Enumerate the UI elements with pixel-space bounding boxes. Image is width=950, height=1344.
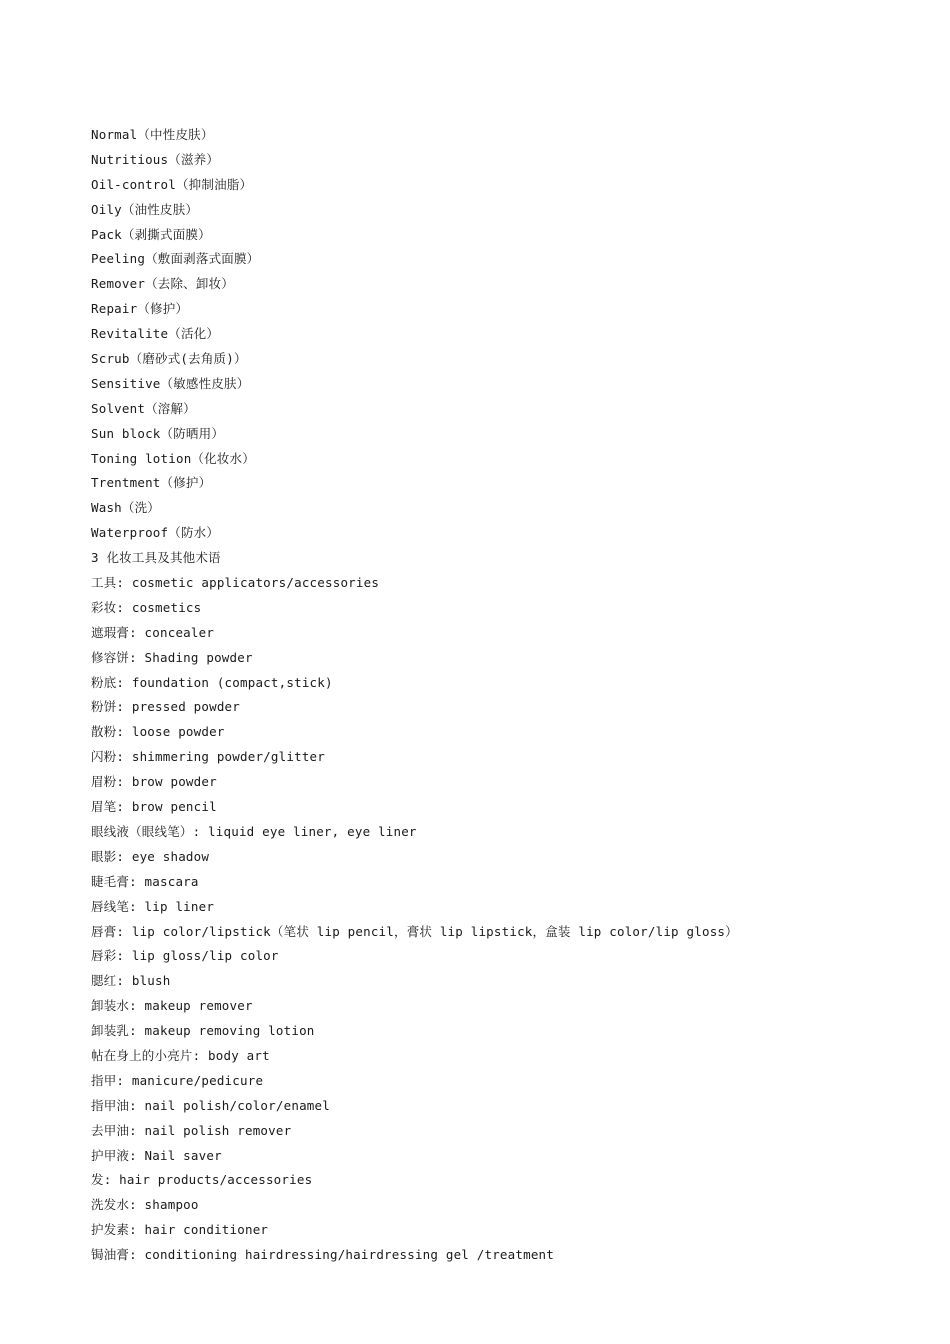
section-heading: 3 化妆工具及其他术语 [91,550,221,566]
text-line: Toning lotion（化妆水） [91,450,255,466]
text-line: 工具: cosmetic applicators/accessories [91,575,380,591]
text-line: Remover（去除、卸妆） [91,276,234,292]
text-line: Scrub（磨砂式(去角质)） [91,351,247,367]
text-line: 卸装乳: makeup removing lotion [91,1023,315,1039]
text-line: 眼影: eye shadow [91,848,210,864]
text-line: 指甲: manicure/pedicure [91,1072,264,1088]
text-line: 粉饼: pressed powder [91,699,241,715]
text-line: 腮红: blush [91,973,171,989]
text-line: 唇膏: lip color/lipstick（笔状 lip pencil，膏状 lip lipstick，盒装 lip color/lip gloss） [91,923,738,939]
text-line: 护发素: hair conditioner [91,1222,269,1238]
text-line: 发: hair products/accessories [91,1172,313,1188]
document-body [91,123,921,1268]
text-line: 修容饼: Shading powder [91,649,253,665]
text-line: 去甲油: nail polish remover [91,1122,292,1138]
text-line: 眉粉: brow powder [91,774,217,790]
text-line: 遮瑕膏: concealer [91,624,215,640]
text-line: Trentment（修护） [91,475,212,491]
text-line: 彩妆: cosmetics [91,599,202,615]
text-line: 眉笔: brow pencil [91,799,217,815]
text-line: 护甲液: Nail saver [91,1147,222,1163]
text-line: Sensitive（敏感性皮肤） [91,375,250,391]
text-line: Repair（修护） [91,301,189,317]
text-line: 唇线笔: lip liner [91,898,215,914]
text-line: 唇彩: lip gloss/lip color [91,948,279,964]
text-line: 闪粉: shimmering powder/glitter [91,749,325,765]
text-line: Normal（中性皮肤） [91,127,214,142]
text-line: 眼线液（眼线笔）: liquid eye liner, eye liner [91,823,417,839]
text-line: Peeling（敷面剥落式面膜） [91,251,260,267]
text-line: Pack（剥撕式面膜） [91,226,211,242]
text-line: 睫毛膏: mascara [91,873,199,889]
text-line: Waterproof（防水） [91,525,220,541]
text-line: Oil-control（抑制油脂） [91,176,253,192]
text-line: Wash（洗） [91,500,161,516]
text-line: 洗发水: shampoo [91,1197,199,1213]
text-line: 卸装水: makeup remover [91,998,253,1014]
text-line: Revitalite（活化） [91,326,220,342]
text-line: 帖在身上的小亮片: body art [91,1047,270,1063]
text-line: 指甲油: nail polish/color/enamel [91,1097,330,1113]
text-line: Solvent（溶解） [91,400,196,416]
text-line: 粉底: foundation (compact,stick) [91,674,333,690]
text-line: 锔油膏: conditioning hairdressing/hairdressing gel /treatment [91,1247,555,1263]
text-line: Nutritious（滋养） [91,151,220,167]
text-line: 散粉: loose powder [91,724,225,740]
text-line: Sun block（防晒用） [91,425,225,441]
text-line: Oily（油性皮肤） [91,201,199,217]
